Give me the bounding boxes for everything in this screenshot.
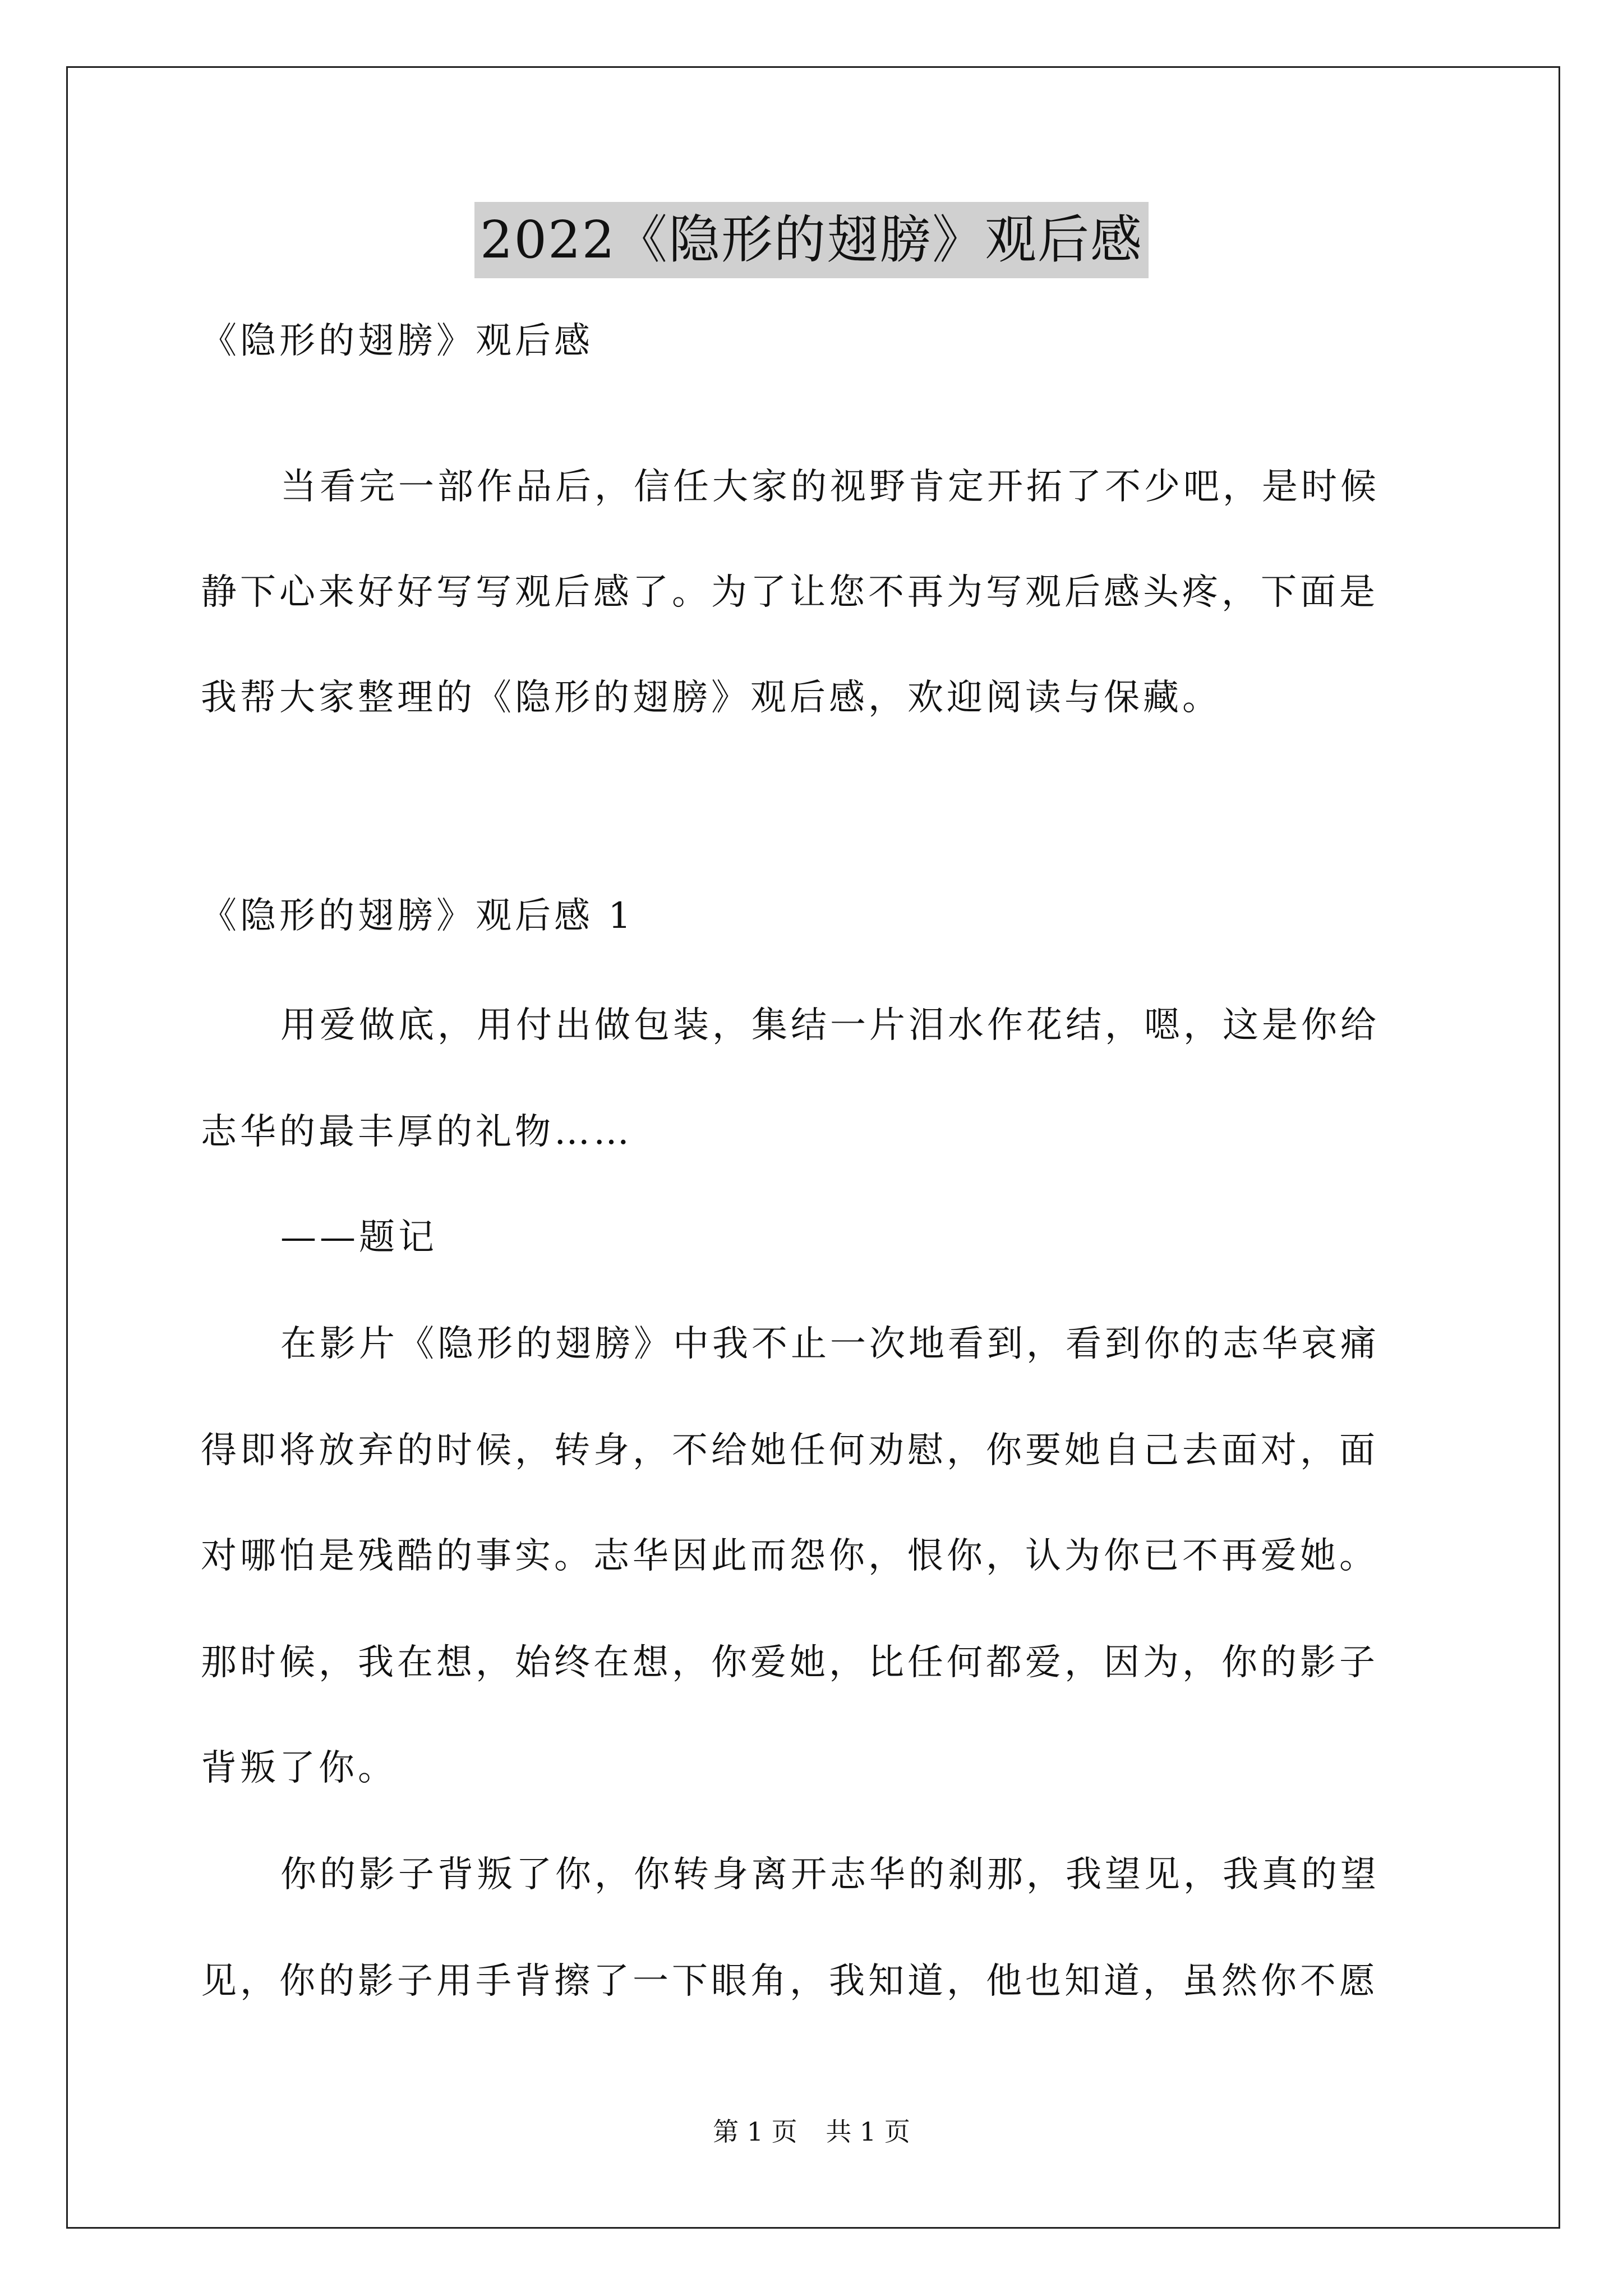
paragraph-line: 得即将放弃的时候，转身，不给她任何劝慰，你要她自己去面对，面	[201, 1430, 1378, 1471]
page-footer	[0, 2115, 1623, 2148]
subtitle: 《隐形的翅膀》观后感	[201, 320, 593, 362]
paragraph-line: 在影片《隐形的翅膀》中我不止一次地看到，看到你的志华哀痛	[280, 1323, 1380, 1365]
intro-line: 当看完一部作品后，信任大家的视野肯定开拓了不少吧，是时候	[280, 466, 1380, 508]
epigraph-attribution: ——题记	[280, 1217, 437, 1258]
section-heading: 《隐形的翅膀》观后感 1	[201, 895, 635, 937]
intro-line: 我帮大家整理的《隐形的翅膀》观后感，欢迎阅读与保藏。	[201, 677, 1221, 719]
epigraph-line: 用爱做底，用付出做包装，集结一片泪水作花结，嗯，这是你给	[280, 1005, 1380, 1046]
epigraph-line: 志华的最丰厚的礼物……	[201, 1111, 633, 1153]
paragraph-line: 你的影子背叛了你，你转身离开志华的刹那，我望见，我真的望	[280, 1854, 1380, 1895]
title-container	[0, 202, 1623, 278]
page-number: 第 1 页	[713, 2116, 797, 2147]
page-total: 共 1 页	[826, 2116, 910, 2147]
paragraph-line: 那时候，我在想，始终在想，你爱她，比任何都爱，因为，你的影子	[201, 1642, 1378, 1683]
paragraph-line: 背叛了你。	[201, 1747, 397, 1789]
document-title: 2022《隐形的翅膀》观后感	[474, 202, 1149, 278]
intro-line: 静下心来好好写写观后感了。为了让您不再为写观后感头疼，下面是	[201, 572, 1378, 613]
paragraph-line: 见，你的影子用手背擦了一下眼角，我知道，他也知道，虽然你不愿	[201, 1961, 1378, 2002]
paragraph-line: 对哪怕是残酷的事实。志华因此而怨你，恨你，认为你已不再爱她。	[201, 1535, 1378, 1577]
